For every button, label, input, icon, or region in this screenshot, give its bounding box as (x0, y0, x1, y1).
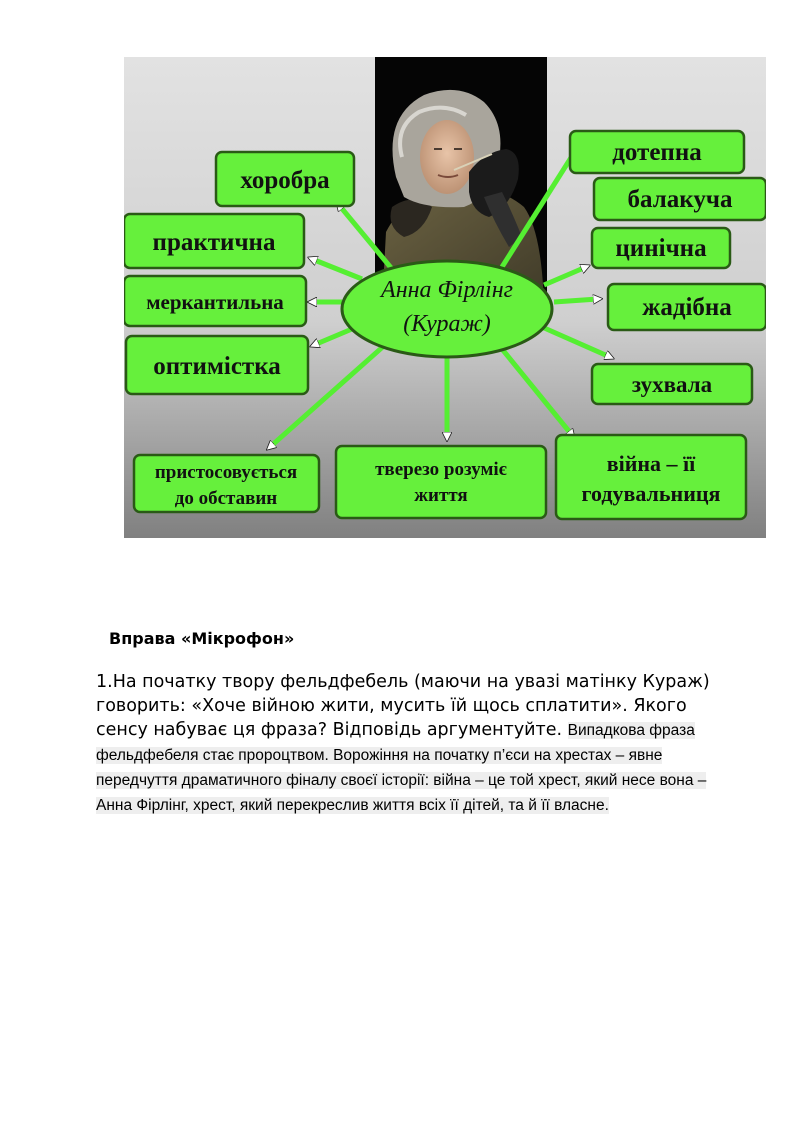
trait-zukhvala (592, 364, 752, 404)
svg-text:балакуча: балакуча (627, 186, 733, 213)
svg-text:оптимістка: оптимістка (153, 353, 281, 380)
question-text: 1.На початку твору фельдфебель (маючи на увазі матінку Кураж) говорить: «Хоче війною жити, мусить їй щось сплатити». Якого сенсу набуває ця фраза? Відповідь аргументуйте. (96, 672, 710, 740)
svg-text:зухвала: зухвала (631, 372, 713, 397)
svg-text:війна – її: війна – її (606, 451, 696, 476)
center-name: Анна Фірлінг (381, 277, 513, 303)
character-diagram (124, 57, 766, 538)
trait-tsynichna (592, 228, 730, 268)
trait-viina (556, 435, 746, 519)
svg-text:пристосовується: пристосовується (154, 462, 298, 483)
trait-prystosovuietsia (134, 455, 319, 512)
exercise-text (96, 670, 736, 818)
trait-praktychna (124, 214, 304, 268)
exercise-heading: Вправа «Мікрофон» (109, 629, 295, 648)
trait-balakucha (594, 178, 766, 220)
svg-text:практична: практична (152, 229, 276, 256)
arrow-zhadibna (554, 299, 598, 302)
svg-text:хоробра: хоробра (240, 167, 330, 194)
trait-optymistka (126, 336, 308, 394)
svg-text:життя: життя (414, 485, 468, 506)
trait-khorobra (216, 152, 354, 206)
svg-text:годувальниця: годувальниця (581, 481, 721, 506)
trait-dotepna (570, 131, 744, 173)
svg-text:цинічна: цинічна (615, 235, 707, 262)
center-node (342, 261, 552, 357)
svg-text:меркантильна: меркантильна (146, 290, 284, 314)
svg-text:до обставин: до обставин (174, 488, 278, 509)
svg-text:дотепна: дотепна (612, 139, 702, 166)
svg-text:жадібна: жадібна (642, 294, 732, 321)
trait-merkantylna (124, 276, 306, 326)
center-nickname: (Кураж) (403, 311, 491, 337)
svg-text:тверезо розуміє: тверезо розуміє (375, 459, 507, 480)
trait-tverezo (336, 446, 546, 518)
answer-text: Випадкова фраза фельдфебеля стає пророцтвом. Ворожіння на початку п’єси на хрестах – явне передчуття драматичного фіналу своєї історії: війна – це той хрест, який несе вона – Анна Фірлінг, хрест, який перекреслив життя всіх її дітей, та й її власне. (96, 722, 707, 814)
trait-zhadibna (608, 284, 766, 330)
